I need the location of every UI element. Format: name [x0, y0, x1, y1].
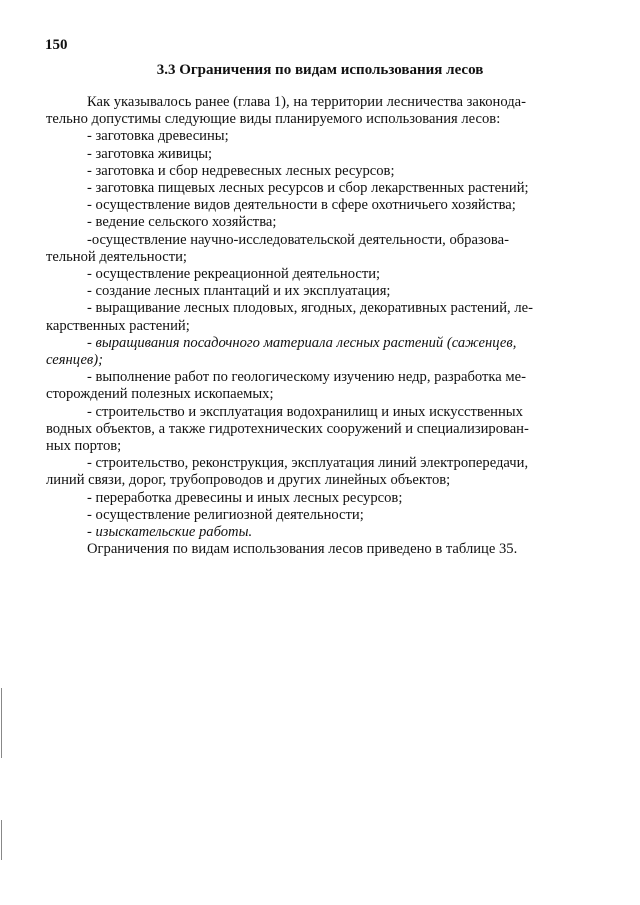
list-item-continuation: сеянцев); [46, 352, 103, 369]
list-item-italic: - изыскательские работы. [87, 524, 253, 541]
list-item: - заготовка и сбор недревесных лесных ресурсов; [87, 162, 395, 179]
list-item: - осуществление рекреационной деятельности; [87, 266, 381, 283]
list-item: - заготовка древесины; [87, 128, 229, 145]
list-item: -осуществление научно-исследовательской деятельности, образова- [87, 231, 509, 248]
page-number: 150 [45, 37, 68, 53]
list-item-italic: - выращивания посадочного материала лесных растений (саженцев, [87, 334, 517, 351]
closing-paragraph: Ограничения по видам использования лесов приведено в таблице 35. [87, 541, 518, 558]
list-item: - осуществление религиозной деятельности; [87, 506, 364, 523]
list-item: - осуществление видов деятельности в сфере охотничьего хозяйства; [87, 197, 516, 214]
list-item: - выращивание лесных плодовых, ягодных, декоративных растений, ле- [87, 300, 533, 317]
list-item: - создание лесных плантаций и их эксплуатация; [87, 283, 391, 300]
list-item-continuation: сторождений полезных ископаемых; [46, 386, 274, 403]
list-item: - ведение сельского хозяйства; [87, 214, 277, 231]
intro-line: тельно допустимы следующие виды планируемого использования лесов: [46, 111, 501, 128]
list-item-continuation: водных объектов, а также гидротехнических сооружений и специализирован- [46, 420, 529, 437]
list-item-continuation: ных портов; [46, 438, 122, 455]
scan-margin-mark [1, 820, 2, 860]
list-item: - строительство и эксплуатация водохранилищ и иных искусственных [87, 403, 523, 420]
list-item: - выполнение работ по геологическому изучению недр, разработка ме- [87, 369, 526, 386]
list-item: - заготовка живицы; [87, 145, 213, 162]
list-item-continuation: карственных растений; [46, 317, 190, 334]
list-item-continuation: тельной деятельности; [46, 248, 187, 265]
list-item: - переработка древесины и иных лесных ресурсов; [87, 489, 403, 506]
scan-margin-mark [1, 688, 2, 758]
document-body [46, 94, 554, 558]
list-item: - строительство, реконструкция, эксплуатация линий электропередачи, [87, 455, 529, 472]
list-item: - заготовка пищевых лесных ресурсов и сбор лекарственных растений; [87, 180, 529, 197]
list-item-continuation: линий связи, дорог, трубопроводов и других линейных объектов; [46, 472, 451, 489]
intro-line: Как указывалось ранее (глава 1), на территории лесничества законода- [87, 94, 526, 110]
section-title: 3.3 Ограничения по видам использования лесов [156, 62, 484, 78]
